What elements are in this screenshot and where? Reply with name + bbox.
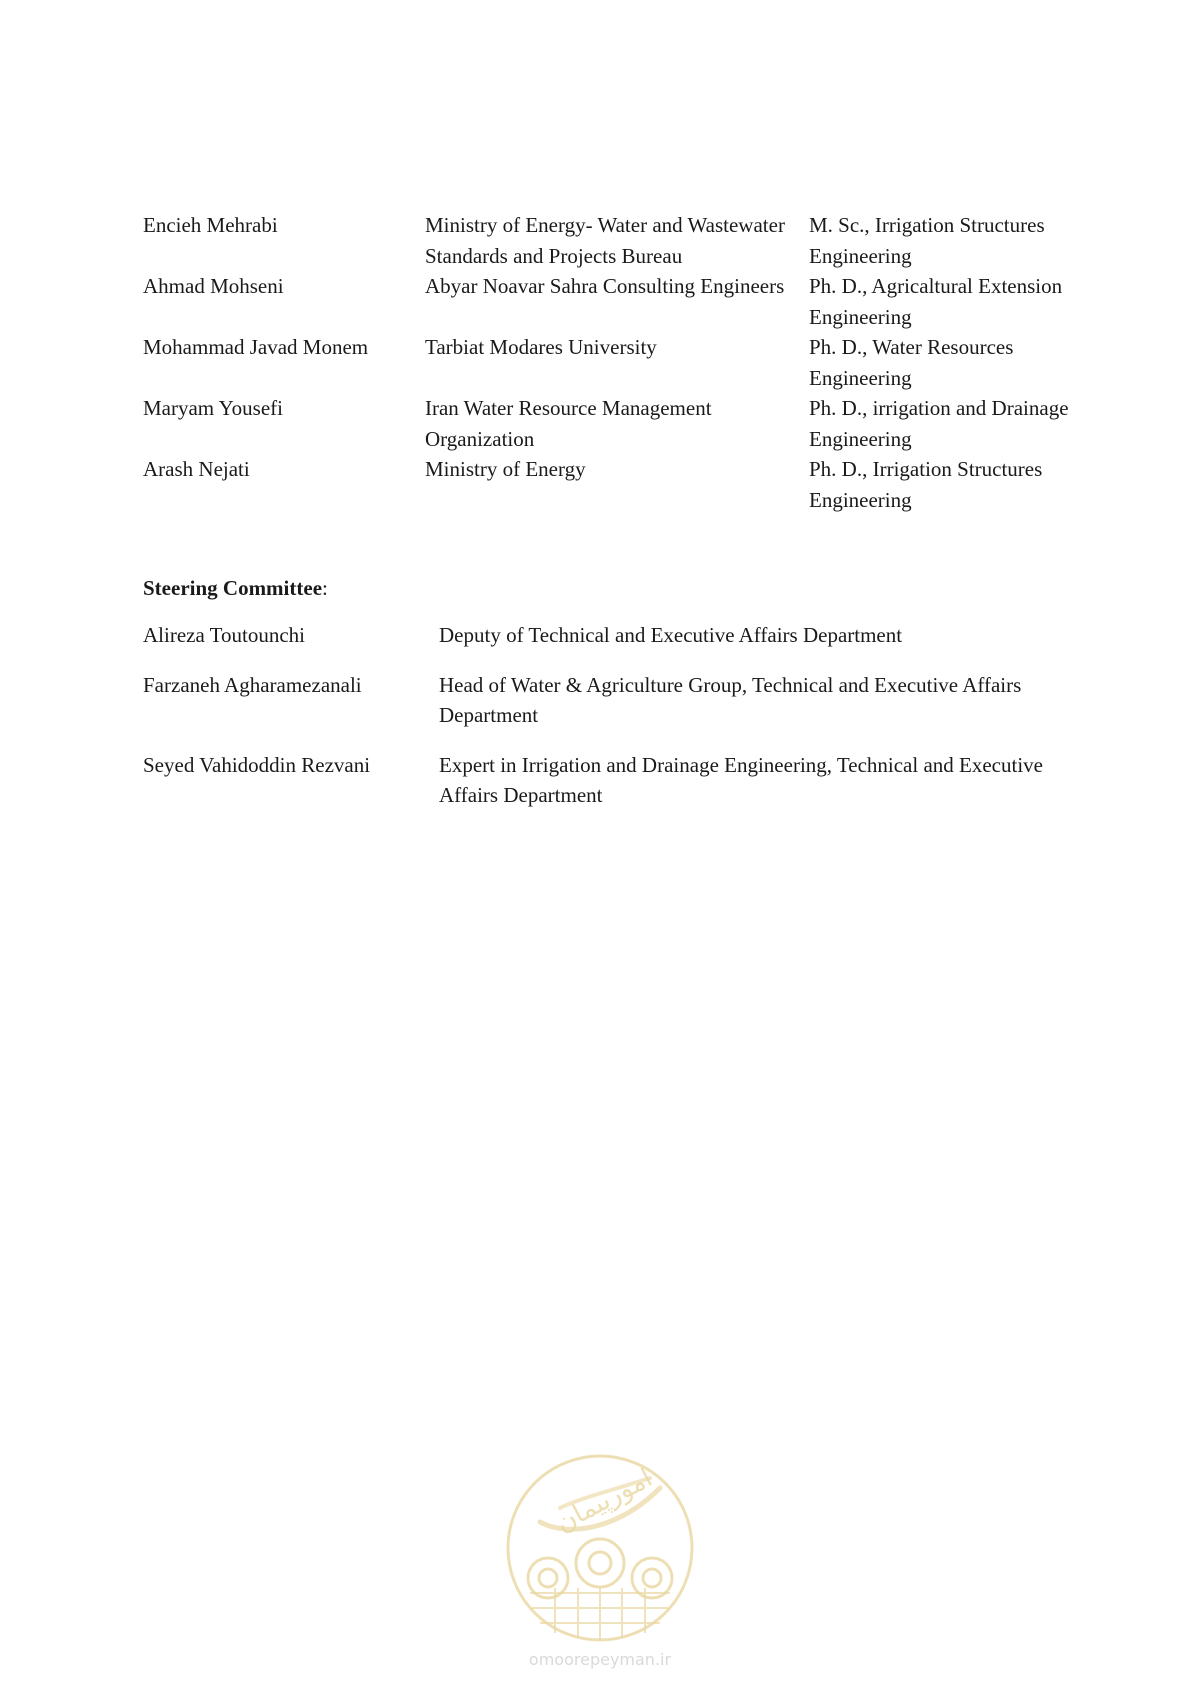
member-name: Maryam Yousefi [143,396,283,420]
member-name: Arash Nejati [143,457,250,481]
member-degree: Ph. D., Irrigation Structures Engineering [809,457,1043,512]
member-degree: Ph. D., irrigation and Drainage Engineering [809,396,1069,451]
member-degree: M. Sc., Irrigation Structures Engineering [809,213,1045,268]
steering-member-name: Alireza Toutounchi [143,623,306,647]
steering-row [143,750,1093,811]
steering-member-role: Expert in Irrigation and Drainage Engineering, Technical and Executive Affairs Department [439,752,1043,807]
steering-member-role: Head of Water & Agriculture Group, Technical and Executive Affairs Department [439,672,1022,727]
steering-member-role: Deputy of Technical and Executive Affairs Department [439,623,903,647]
steering-committee-list [143,620,1093,830]
watermark-emblem-icon [500,1448,700,1648]
steering-row [143,620,1093,651]
steering-heading-colon: : [322,576,328,600]
member-organization: Ministry of Energy [425,457,586,481]
member-name: Mohammad Javad Monem [143,335,369,359]
watermark-logo [500,1448,700,1678]
steering-committee-heading [143,573,328,603]
watermark-logo-text: امورپیمان [551,1463,658,1539]
member-name: Encieh Mehrabi [143,213,278,237]
steering-heading-text: Steering Committee [143,576,323,600]
member-row [143,393,1093,454]
members-list [143,210,1093,515]
member-row [143,454,1093,515]
steering-member-name: Seyed Vahidoddin Rezvani [143,752,371,777]
member-organization: Iran Water Resource Management Organization [425,396,712,451]
member-degree: Ph. D., Water Resources Engineering [809,335,1014,390]
steering-member-name: Farzaneh Agharamezanali [143,672,362,697]
member-name: Ahmad Mohseni [143,274,284,298]
member-organization: Abyar Noavar Sahra Consulting Engineers [425,274,785,298]
member-row [143,271,1093,332]
member-row [143,210,1093,271]
watermark-url: omoorepeyman.ir [528,1650,672,1669]
member-organization: Ministry of Energy- Water and Wastewater Standards and Projects Bureau [425,213,785,268]
member-row [143,332,1093,393]
member-degree: Ph. D., Agricaltural Extension Engineering [809,274,1063,329]
steering-row [143,670,1093,731]
member-organization: Tarbiat Modares University [425,335,657,359]
